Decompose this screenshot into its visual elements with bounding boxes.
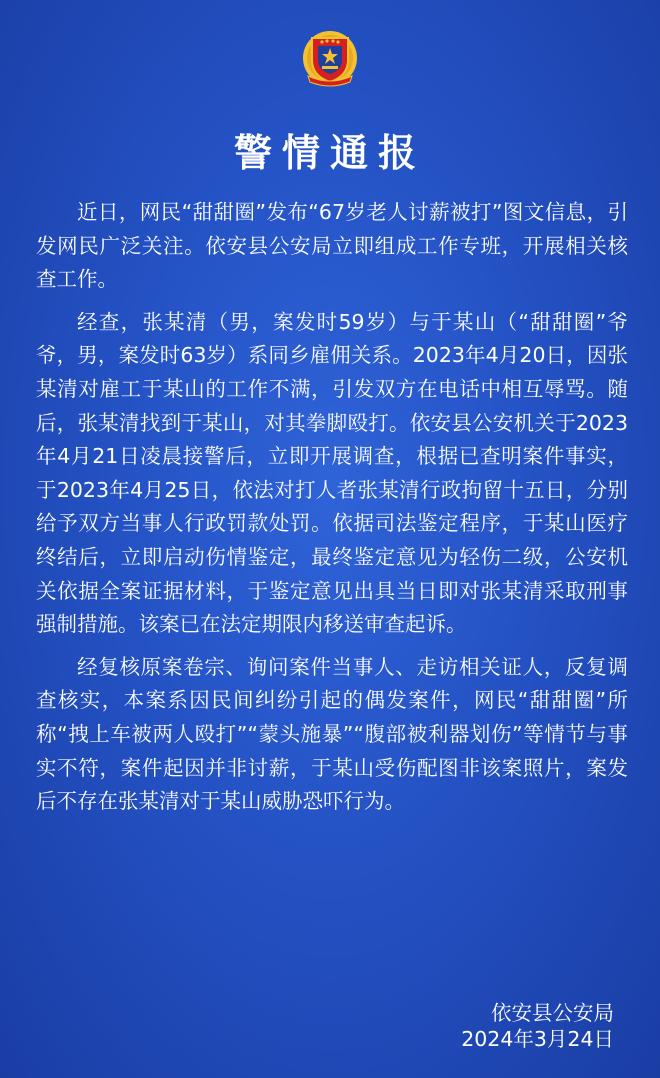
- paragraph-1: 近日，网民“甜甜圈”发布“67岁老人讨薪被打”图文信息，引发网民广泛关注。依安县公安局立即组成工作专班，开展相关核查工作。: [36, 200, 628, 292]
- issuer: 依安县公安局: [491, 1001, 614, 1025]
- paragraph-2: 经查，张某清（男，案发时59岁）与于某山（“甜甜圈”爷爷，男，案发时63岁）系同乡雇佣关系。2023年4月20日，因张某清对雇工于某山的工作不满，引发双方在电话中相互辱骂。随后，张某清找到于某山，对其拳脚殴打。依安县公安机关于2023年4月21日凌晨接警后，立即开展调查，根据已查明案件事实，于2023年4月25日，依法对打人者张某清行政拘留十五日，分别给予双方当事人行政罚款处罚。依据司法鉴定程序，于某山医疗终结后，立即启动伤情鉴定，最终鉴定意见为轻伤二级，公安机关依据全案证据材料，于鉴定意见出具当日即对张某清采取刑事强制措施。该案已在法定期限内移送审查起诉。: [36, 309, 628, 637]
- paragraph-3: 经复核原案卷宗、询问案件当事人、走访相关证人，反复调查核实，本案系因民间纠纷引起的偶发案件，网民“甜甜圈”所称“拽上车被两人殴打”“蒙头施暴”“腹部被利器划伤”等情节与事实不符，案件起因并非讨薪，于某山受伤配图非该案照片，案发后不存在张某清对于某山威胁恐吓行为。: [36, 654, 628, 814]
- notice-body: [36, 196, 628, 828]
- police-emblem: [298, 24, 362, 88]
- police-emblem-icon: [298, 24, 362, 88]
- signature-block: [461, 1000, 614, 1052]
- issue-date: 2024年3月24日: [461, 1027, 614, 1051]
- notice-title: 警情通报: [233, 131, 426, 175]
